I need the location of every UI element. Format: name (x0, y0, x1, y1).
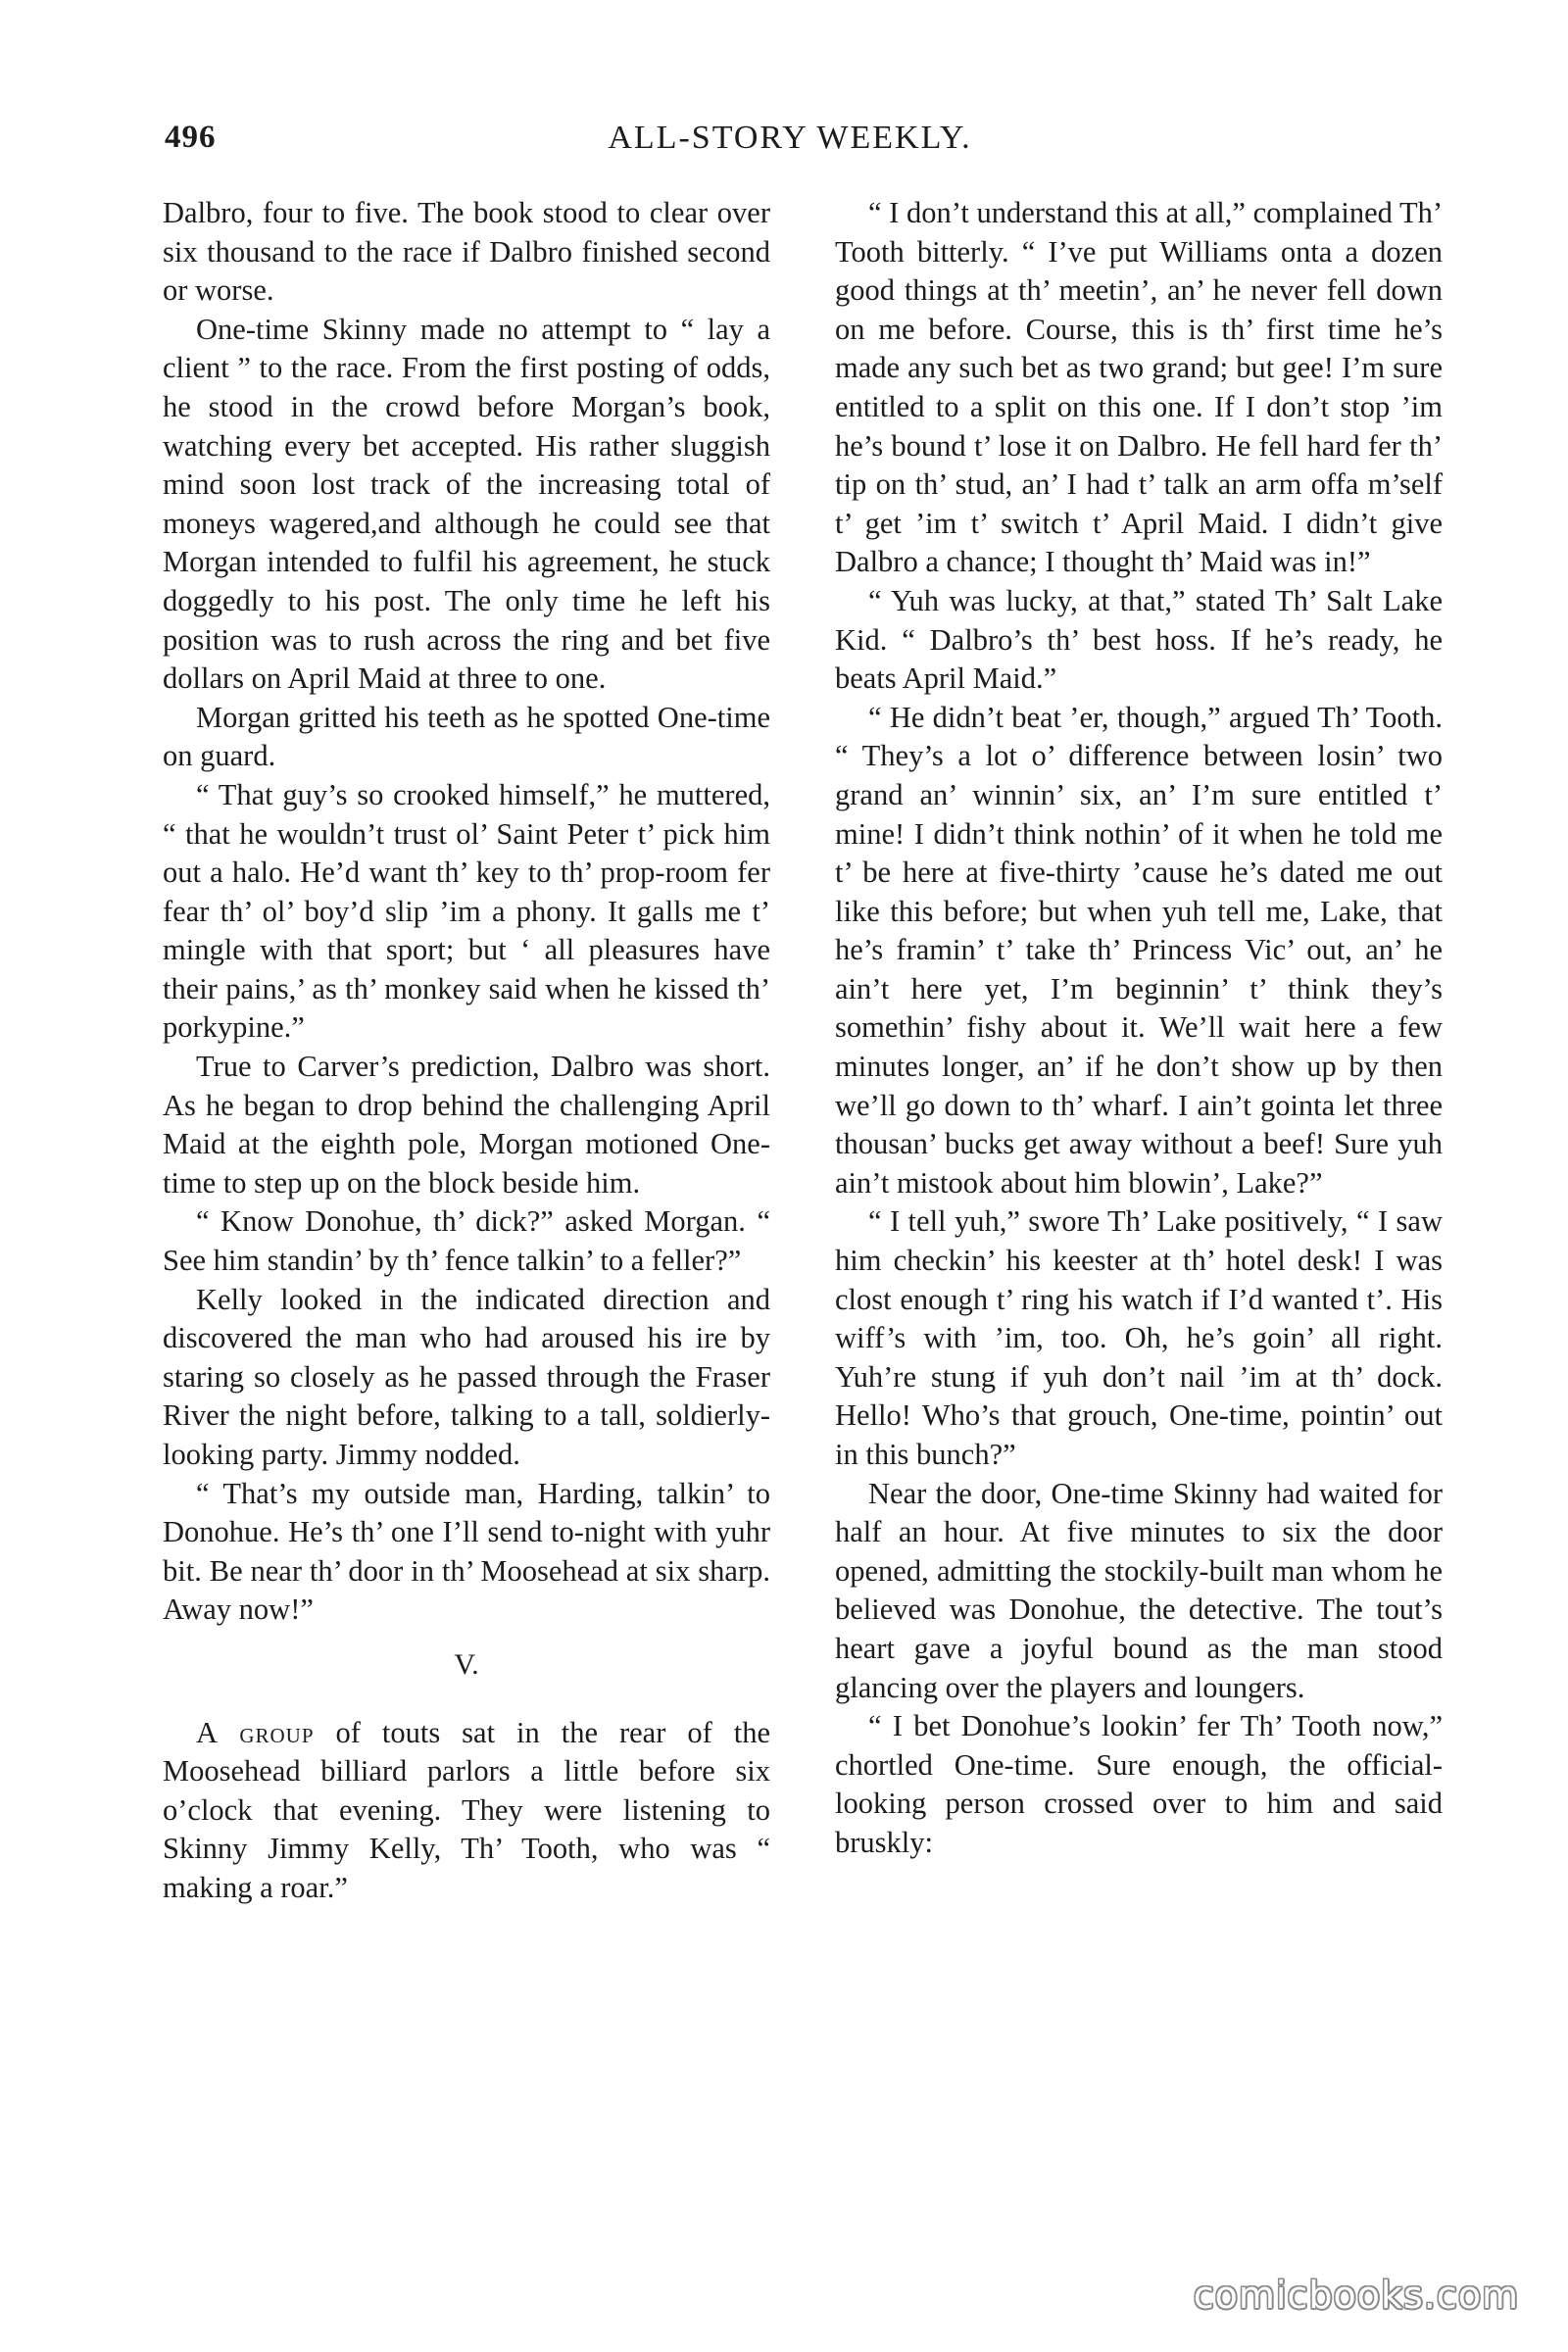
paragraph: “ He didn’t beat ’er, though,” argued Th’ Tooth. “ They’s a lot o’ difference between losin’ two grand an’ winnin’ six, an’ I’m sure entitled t’ mine! I didn’t think nothin’ of it when he told me t’ be here at five-thirty ’cause he’s dated me out like this before; but when yuh tell me, Lake, that he’s framin’ t’ take th’ Princess Vic’ out, an’ he ain’t here yet, I’m beginnin’ t’ think they’s somethin’ fishy about it. We’ll wait here a few minutes longer, an’ if he don’t show up by then we’ll go down to th’ wharf. I ain’t gointa let three thousan’ bucks get away without a beef! Sure yuh ain’t mistook about him blowin’, Lake?” (835, 700, 1443, 1200)
paragraph: Near the door, One-time Skinny had waited for half an hour. At five minutes to six the door opened, admitting the stockily-built man whom he believed was Donohue, the detective. The tout’s heart gave a joyful bound as the man stood glancing over the players and loungers. (835, 1476, 1443, 1704)
paragraph: “ I bet Donohue’s lookin’ fer Th’ Tooth now,” chortled One-time. Sure enough, the official-looking person crossed over to him and said bruskly: (835, 1709, 1443, 1859)
watermark: comicbooks.com (1193, 2274, 1519, 2317)
right-column (835, 194, 1443, 1863)
page-number: 496 (165, 120, 217, 155)
paragraph: True to Carver’s prediction, Dalbro was short. As he began to drop behind the challenging April Maid at the eighth pole, Morgan motioned One-time to step up on the block beside him. (163, 1050, 770, 1200)
paragraph: “ I don’t understand this at all,” complained Th’ Tooth bitterly. “ I’ve put Williams onta a dozen good things at th’ meetin’, an’ he never fell down on me before. Course, this is th’ first time he’s made any such bet as two grand; but gee! I’m sure entitled to a split on this one. If I don’t stop ’im he’s bound t’ lose it on Dalbro. He fell hard fer th’ tip on th’ stud, an’ I had t’ talk an arm offa m’self t’ get ’im t’ switch t’ April Maid. I didn’t give Dalbro a chance; I thought th’ Maid was in!” (835, 196, 1443, 579)
paragraph: “ Know Donohue, th’ dick?” asked Morgan. “ See him standin’ by th’ fence talkin’ to a feller?” (163, 1204, 770, 1278)
paragraph: One-time Skinny made no attempt to “ lay a client ” to the race. From the first posting of odds, he stood in the crowd before Morgan’s book, watching every bet accepted. His rather sluggish mind soon lost track of the increasing total of moneys wagered,and although he could see that Morgan intended to fulfil his agreement, he stuck doggedly to his post. The only time he left his position was to rush across the ring and bet five dollars on April Maid at three to one. (163, 312, 770, 696)
paragraph: “ That’s my outside man, Harding, talkin’ to Donohue. He’s th’ one I’ll send to-night with yuhr bit. Be near th’ door in th’ Moosehead at six sharp. Away now!” (163, 1476, 770, 1627)
section-heading: V. (454, 1647, 479, 1681)
paragraph: Morgan gritted his teeth as he spotted One-time on guard. (163, 700, 770, 773)
running-head: ALL-STORY WEEKLY. (608, 120, 972, 156)
paragraph: “ That guy’s so crooked himself,” he muttered, “ that he wouldn’t trust ol’ Saint Peter t’ pick him out a halo. He’d want th’ key to th’ prop-room fer fear th’ ol’ boy’d slip ’im a phony. It galls me t’ mingle with that sport; but ‘ all pleasures have their pains,’ as th’ monkey said when he kissed th’ porkypine.” (163, 777, 770, 1045)
paragraph: “ I tell yuh,” swore Th’ Lake positively, “ I saw him checkin’ his keester at th’ hotel desk! I was clost enough t’ ring his watch if I’d wanted t’. His wiff’s with ’im, too. Oh, he’s goin’ all right. Yuh’re stung if yuh don’t nail ’im at th’ dock. Hello! Who’s that grouch, One-time, pointin’ out in this bunch?” (835, 1204, 1443, 1471)
paragraph: Dalbro, four to five. The book stood to clear over six thousand to the race if Dalbro finished second or worse. (163, 196, 770, 308)
left-column (163, 194, 770, 1908)
paragraph: Kelly looked in the indicated direction and discovered the man who had aroused his ire by staring so closely as he passed through the Fraser River the night before, talking to a tall, soldierly-looking party. Jimmy nodded. (163, 1282, 770, 1471)
smallcaps-lead: A group (196, 1715, 315, 1749)
page-header (165, 120, 1415, 169)
section-opening-paragraph (163, 1714, 770, 1908)
paragraph-text: of touts sat in the rear of the Moosehead billiard parlors a little before six o’clock that evening. They were listening to Skinny Jimmy Kelly, Th’ Tooth, who was “ making a roar.” (163, 1715, 770, 1904)
paragraph: “ Yuh was lucky, at that,” stated Th’ Salt Lake Kid. “ Dalbro’s th’ best hoss. If he’s ready, he beats April Maid.” (835, 583, 1443, 696)
